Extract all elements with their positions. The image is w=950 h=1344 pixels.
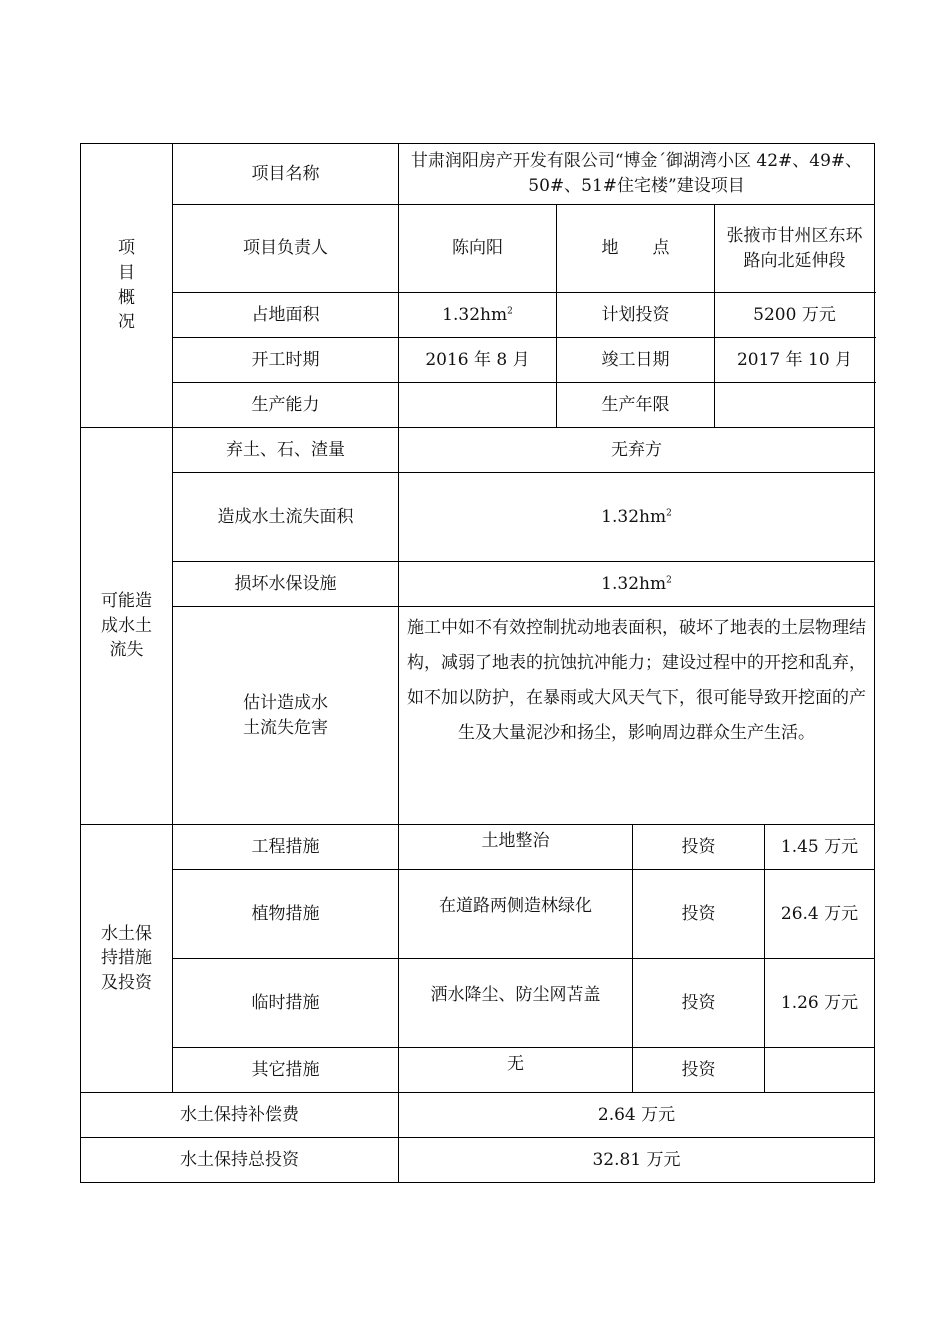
investment-label: 计划投资 <box>557 293 715 338</box>
measure-invest-value <box>765 1048 875 1093</box>
row-measure-other <box>81 1048 875 1093</box>
investment-value: 5200 万元 <box>715 293 875 338</box>
measure-value: 土地整治 <box>399 825 633 870</box>
capacity-value <box>399 383 557 428</box>
section-measures-text: 水土保 持措施 及投资 <box>101 923 152 993</box>
start-label: 开工时期 <box>173 338 399 383</box>
measure-label: 临时措施 <box>173 959 399 1048</box>
area-value-cell <box>399 293 557 338</box>
row-dates <box>81 338 875 383</box>
measure-invest-value: 26.4 万元 <box>765 870 875 959</box>
hazard-value: 施工中如不有效控制扰动地表面积，破坏了地表的土层物理结构，减弱了地表的抗蚀抗冲能力；建设过程中的开挖和乱弃，如不加以防护，在暴雨或大风天气下，很可能导致开挖面的产生及大量泥沙和扬尘，影响周边群众生产生活。 <box>399 607 875 825</box>
measure-label: 其它措施 <box>173 1048 399 1093</box>
leader-label: 项目负责人 <box>173 205 399 293</box>
project-name-label: 项目名称 <box>173 144 399 205</box>
start-value: 2016 年 8 月 <box>399 338 557 383</box>
loss-area-value: 1.32hm <box>601 506 667 527</box>
section-overview-label <box>81 144 173 428</box>
section-overview-text: 项 目 概 况 <box>118 238 135 333</box>
capacity-label: 生产能力 <box>173 383 399 428</box>
end-label: 竣工日期 <box>557 338 715 383</box>
area-value: 1.32hm <box>442 304 508 325</box>
loss-area-label: 造成水土流失面积 <box>173 473 399 562</box>
row-total-investment <box>81 1138 875 1183</box>
section-loss-text: 可能造 成水土 流失 <box>101 591 152 661</box>
location-value: 张掖市甘州区东环路向北延伸段 <box>715 205 875 293</box>
facility-value-cell <box>399 562 875 607</box>
loss-area-value-cell <box>399 473 875 562</box>
measure-value: 无 <box>399 1048 633 1093</box>
area-unit-superscript: 2 <box>507 306 513 317</box>
row-facility <box>81 562 875 607</box>
measure-invest-label: 投资 <box>633 825 765 870</box>
project-name-value: 甘肃润阳房产开发有限公司“博金ˊ御湖湾小区 42#、49#、50#、51#住宅楼”建设项目 <box>399 144 875 205</box>
loss-area-unit-superscript: 2 <box>666 508 672 519</box>
spoil-label: 弃土、石、渣量 <box>173 428 399 473</box>
facility-label: 损坏水保设施 <box>173 562 399 607</box>
row-measure-plant <box>81 870 875 959</box>
row-project-name <box>81 144 875 205</box>
row-measure-temporary <box>81 959 875 1048</box>
facility-unit-superscript: 2 <box>666 575 672 586</box>
section-measures-label <box>81 825 173 1093</box>
spoil-value: 无弃方 <box>399 428 875 473</box>
row-hazard <box>81 607 875 825</box>
end-value: 2017 年 10 月 <box>715 338 875 383</box>
row-leader <box>81 205 875 293</box>
area-label: 占地面积 <box>173 293 399 338</box>
hazard-label-cell <box>173 607 399 825</box>
row-compensation <box>81 1093 875 1138</box>
measure-invest-value: 1.45 万元 <box>765 825 875 870</box>
measure-value: 洒水降尘、防尘网苫盖 <box>399 959 633 1048</box>
hazard-label: 估计造成水 土流失危害 <box>243 692 328 738</box>
leader-value: 陈向阳 <box>399 205 557 293</box>
years-label: 生产年限 <box>557 383 715 428</box>
total-investment-value: 32.81 万元 <box>399 1138 875 1183</box>
location-label: 地 点 <box>557 205 715 293</box>
row-area <box>81 293 875 338</box>
measure-invest-label: 投资 <box>633 1048 765 1093</box>
measure-invest-label: 投资 <box>633 959 765 1048</box>
facility-value: 1.32hm <box>601 573 667 594</box>
row-measure-engineering <box>81 825 875 870</box>
measure-label: 植物措施 <box>173 870 399 959</box>
row-capacity <box>81 383 875 428</box>
measure-label: 工程措施 <box>173 825 399 870</box>
total-investment-label: 水土保持总投资 <box>81 1138 399 1183</box>
row-spoil <box>81 428 875 473</box>
measure-value: 在道路两侧造林绿化 <box>399 870 633 959</box>
measure-invest-value: 1.26 万元 <box>765 959 875 1048</box>
compensation-value: 2.64 万元 <box>399 1093 875 1138</box>
measure-invest-label: 投资 <box>633 870 765 959</box>
row-loss-area <box>81 473 875 562</box>
years-value <box>715 383 875 428</box>
section-loss-label <box>81 428 173 825</box>
soil-conservation-form-table <box>80 143 875 1183</box>
compensation-label: 水土保持补偿费 <box>81 1093 399 1138</box>
